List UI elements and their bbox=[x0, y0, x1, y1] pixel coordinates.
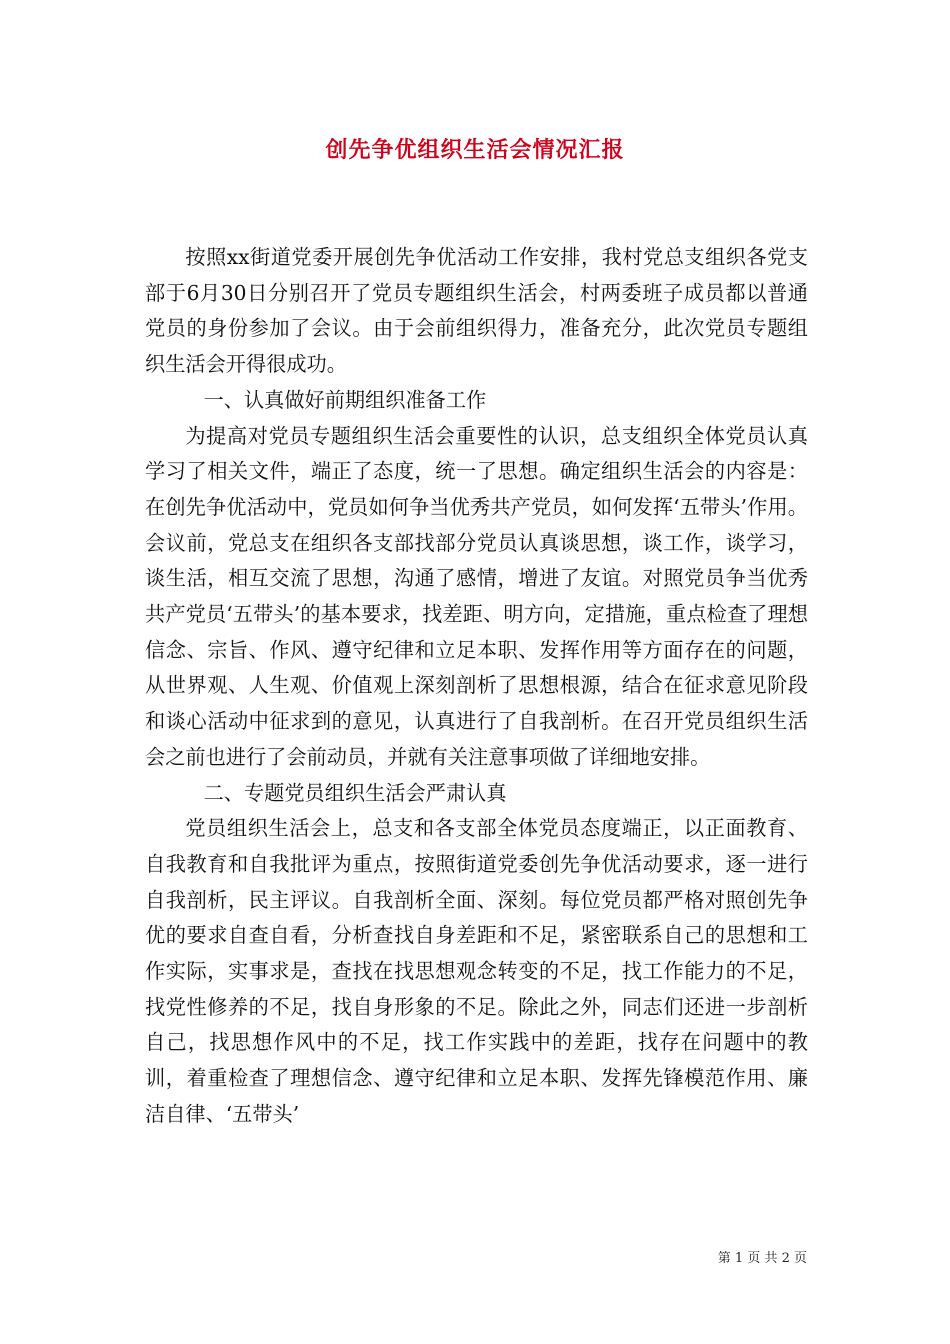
page-number-footer: 第 1 页 共 2 页 bbox=[717, 1251, 807, 1266]
paragraph-intro: 按照xx街道党委开展创先争优活动工作安排，我村党总支组织各党支部于6月30日分别召开了党员专题组织生活会，村两委班子成员都以普通党员的身份参加了会议。由于会前组织得力，准备充分，此次党员专题组织生活会开得很成功。 bbox=[145, 245, 808, 377]
page-title: 创先争优组织生活会情况汇报 bbox=[325, 137, 625, 163]
document-body bbox=[145, 240, 808, 1133]
section-heading-1: 一、认真做好前期组织准备工作 bbox=[203, 387, 487, 412]
section-heading-2: 二、专题党员组织生活会严肃认真 bbox=[203, 780, 507, 805]
paragraph-section-1: 为提高对党员专题组织生活会重要性的认识，总支组织全体党员认真学习了相关文件，端正了态度，统一了思想。确定组织生活会的内容是：在创先争优活动中，党员如何争当优秀共产党员，如何发挥‘五带头’作用。会议前，党总支在组织各支部找部分党员认真谈思想，谈工作，谈学习，谈生活，相互交流了思想，沟通了感情，增进了友谊。对照党员争当优秀共产党员‘五带头’的基本要求，找差距、明方向，定措施，重点检查了理想信念、宗旨、作风、遵守纪律和立足本职、发挥作用等方面存在的问题，从世界观、人生观、价值观上深刻剖析了思想根源，结合在征求意见阶段和谈心活动中征求到的意见，认真进行了自我剖析。在召开党员组织生活会之前也进行了会前动员，并就有关注意事项做了详细地安排。 bbox=[145, 423, 808, 769]
paragraph-section-2: 党员组织生活会上，总支和各支部全体党员态度端正，以正面教育、自我教育和自我批评为重点，按照街道党委创先争优活动要求，逐一进行自我剖析，民主评议。自我剖析全面、深刻。每位党员都严格对照创先争优的要求自查自看，分析查找自身差距和不足，紧密联系自己的思想和工作实际，实事求是，查找在找思想观念转变的不足，找工作能力的不足，找党性修养的不足，找自身形象的不足。除此之外，同志们还进一步剖析自己，找思想作风中的不足，找工作实践中的差距，找存在问题中的教训，着重检查了理想信念、遵守纪律和立足本职、发挥先锋模范作用、廉洁自律、‘五带头’ bbox=[145, 816, 808, 1126]
